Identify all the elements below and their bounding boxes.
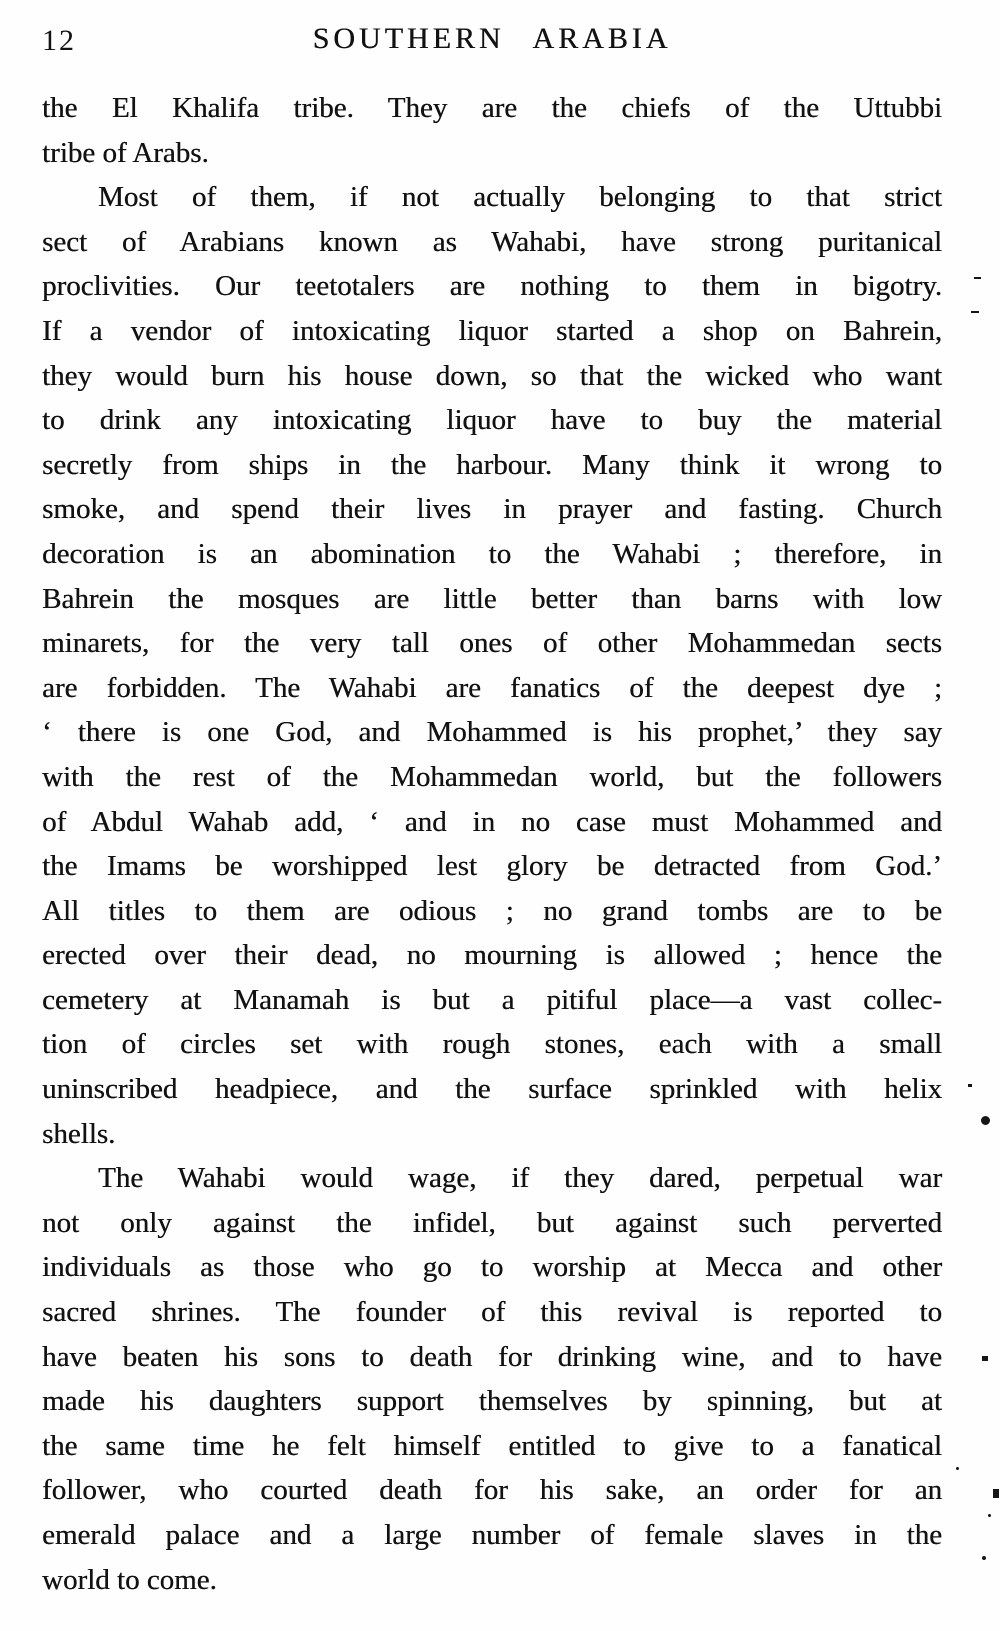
text-line: shells.	[42, 1117, 116, 1150]
text-line: individuals as those who go to worship at Mecca and other	[42, 1251, 942, 1284]
paragraph	[42, 86, 942, 175]
text-line: tion of circles set with rough stones, each with a small	[42, 1028, 942, 1061]
scan-speck	[974, 277, 981, 279]
text-line: cemetery at Manamah is but a pitiful place—a vast collec-	[42, 983, 942, 1016]
text-line: All titles to them are odious ; no grand tombs are to be	[42, 894, 942, 927]
scan-speck	[981, 1116, 990, 1125]
scan-speck	[956, 1467, 959, 1470]
text-line: erected over their dead, no mourning is allowed ; hence the	[42, 939, 942, 972]
paragraph	[42, 175, 942, 1156]
text-line: not only against the infidel, but against such perverted	[42, 1206, 942, 1239]
scan-speck	[993, 1489, 999, 1498]
text-line: emerald palace and a large number of female slaves in the	[42, 1519, 942, 1551]
text-line: of Abdul Wahab add, ‘ and in no case must Mohammed and	[42, 805, 942, 838]
page-body	[42, 86, 942, 1602]
text-line: the same time he felt himself entitled to give to a fanatical	[42, 1429, 942, 1462]
scan-speck	[971, 311, 979, 313]
text-line: with the rest of the Mohammedan world, but the followers	[42, 760, 942, 793]
scan-speck	[988, 1514, 991, 1517]
text-line: sect of Arabians known as Wahabi, have strong puritanical	[42, 225, 942, 258]
text-line: The Wahabi would wage, if they dared, perpetual war	[98, 1162, 942, 1195]
text-line: world to come.	[42, 1563, 217, 1596]
text-line: Bahrein the mosques are little better than barns with low	[42, 582, 942, 615]
text-line: smoke, and spend their lives in prayer and fasting. Church	[42, 493, 942, 526]
text-line: to drink any intoxicating liquor have to buy the material	[42, 404, 942, 437]
text-line: they would burn his house down, so that the wicked who want	[42, 359, 942, 392]
page-number: 12	[42, 24, 76, 57]
text-line: Most of them, if not actually belonging to that strict	[98, 181, 942, 214]
text-line: sacred shrines. The founder of this revival is reported to	[42, 1296, 942, 1329]
running-title: SOUTHERN ARABIA	[312, 22, 672, 55]
text-line: ‘ there is one God, and Mohammed is his prophet,’ they say	[42, 716, 942, 749]
text-line: minarets, for the very tall ones of other Mohammedan sects	[42, 627, 942, 660]
paragraph	[42, 1156, 942, 1602]
text-line: decoration is an abomination to the Wahabi ; therefore, in	[42, 537, 942, 570]
text-line: are forbidden. The Wahabi are fanatics of the deepest dye ;	[42, 671, 942, 704]
text-line: have beaten his sons to death for drinking wine, and to have	[42, 1340, 942, 1373]
scan-speck	[968, 1084, 972, 1087]
text-line: secretly from ships in the harbour. Many think it wrong to	[42, 448, 942, 481]
text-line: If a vendor of intoxicating liquor started a shop on Bahrein,	[42, 314, 942, 347]
scan-speck	[982, 1356, 988, 1361]
text-line: uninscribed headpiece, and the surface sprinkled with helix	[42, 1073, 942, 1106]
text-line: tribe of Arabs.	[42, 136, 209, 169]
running-header	[42, 22, 942, 64]
text-line: the Imams be worshipped lest glory be detracted from God.’	[42, 850, 942, 883]
text-line: follower, who courted death for his sake, an order for an	[42, 1474, 942, 1507]
text-line: proclivities. Our teetotalers are nothing to them in bigotry.	[42, 270, 942, 303]
text-line: the El Khalifa tribe. They are the chiefs of the Uttubbi	[42, 92, 942, 124]
text-line: made his daughters support themselves by spinning, but at	[42, 1385, 942, 1418]
scan-speck	[982, 1556, 986, 1560]
